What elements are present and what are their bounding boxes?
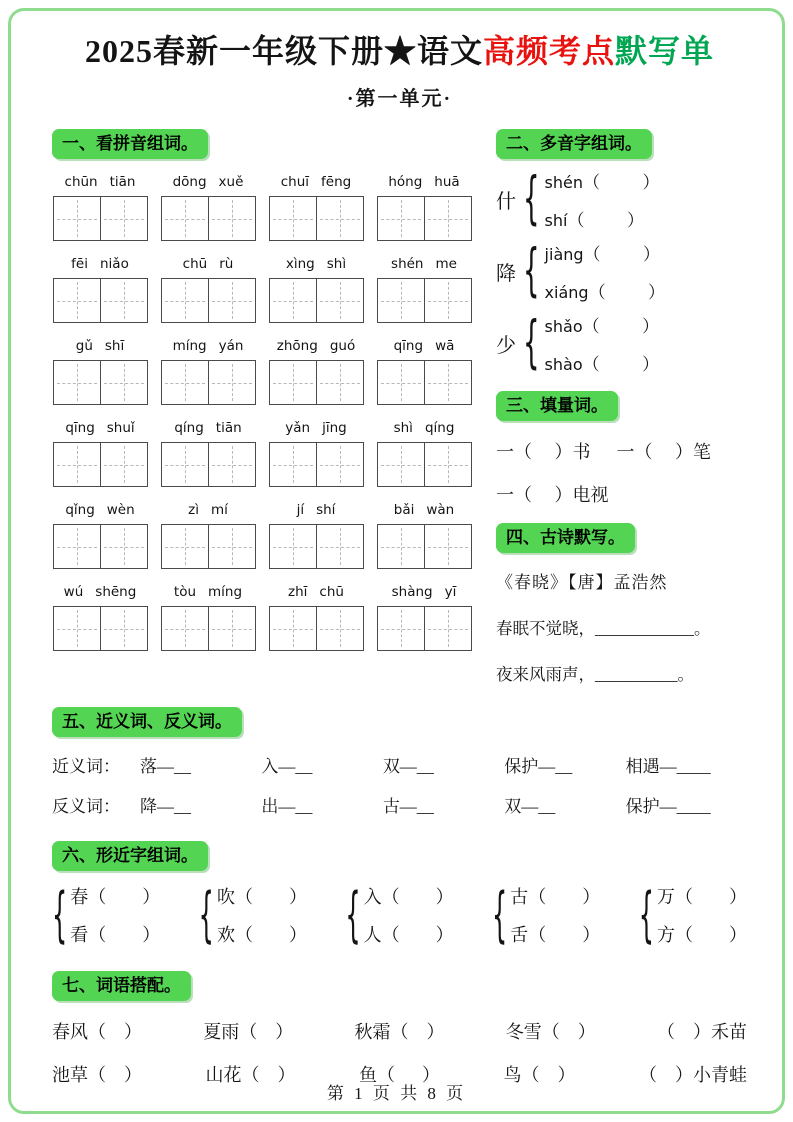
pinyin-grid-unit bbox=[376, 256, 472, 323]
left-brace: { bbox=[198, 880, 214, 950]
collocation-item: 鱼（ ） bbox=[359, 1065, 440, 1085]
pinyin-syllable: zhī bbox=[288, 584, 308, 600]
word-blank-item: 落—__ bbox=[140, 757, 191, 776]
pinyin-syllable: yán bbox=[218, 338, 244, 354]
writing-grid bbox=[269, 606, 364, 651]
pinyin-pair bbox=[64, 584, 137, 600]
pinyin-syllable: wàn bbox=[426, 502, 455, 518]
similar-char-group bbox=[52, 880, 161, 950]
pinyin-syllable: chūn bbox=[64, 174, 98, 190]
answer-blank: （ ） bbox=[582, 317, 660, 336]
polyphone-reading bbox=[545, 312, 660, 337]
word-blank-item: 双—__ bbox=[382, 757, 434, 776]
word-blank-item: 古—__ bbox=[382, 797, 434, 816]
word-blank-item: 保护—____ bbox=[625, 797, 711, 816]
pinyin-syllable: qíng bbox=[174, 420, 204, 436]
left-column bbox=[52, 129, 480, 685]
writing-grid bbox=[269, 360, 364, 405]
grid-cell bbox=[53, 524, 101, 569]
pinyin-grid-unit bbox=[268, 420, 364, 487]
pinyin-syllable: chuī bbox=[280, 174, 310, 190]
pinyin-syllable: fēng bbox=[321, 174, 352, 190]
word-blank-item: 降—__ bbox=[140, 797, 191, 816]
pinyin-grid-unit bbox=[160, 584, 256, 651]
similar-char-lines bbox=[364, 883, 454, 947]
page-number: 第 1 页 共 8 页 bbox=[326, 1084, 467, 1103]
polyphone-reading bbox=[545, 278, 666, 303]
pinyin-pair bbox=[281, 174, 351, 190]
pinyin-pair bbox=[277, 338, 355, 354]
pinyin-grid-unit bbox=[160, 420, 256, 487]
pinyin-pair bbox=[286, 256, 346, 272]
answer-blank: （ ） bbox=[583, 173, 660, 192]
answer-blank: （ ） bbox=[588, 283, 666, 302]
answer-blank: （ ） bbox=[583, 245, 661, 264]
reading-pinyin: shí bbox=[544, 211, 568, 230]
measure-word-line bbox=[496, 481, 747, 507]
measure-word-item: 一（ ）电视 bbox=[496, 485, 609, 505]
pinyin-pair bbox=[174, 584, 242, 600]
pinyin-syllable: shàng bbox=[391, 584, 433, 600]
title-red-part: 高频考点 bbox=[482, 33, 615, 69]
reading-pinyin: shǎo bbox=[544, 317, 583, 336]
polyphone-readings bbox=[545, 312, 660, 375]
pinyin-pair bbox=[65, 420, 134, 436]
pinyin-grid-unit bbox=[268, 174, 364, 241]
pinyin-grid-unit bbox=[268, 338, 364, 405]
polyphone-character: 降 bbox=[496, 263, 516, 285]
writing-grid bbox=[377, 196, 472, 241]
left-brace: { bbox=[523, 238, 540, 305]
pinyin-pair bbox=[65, 502, 134, 518]
writing-grid bbox=[53, 278, 148, 323]
section-3-heading: 三、填量词。 bbox=[496, 391, 618, 421]
polyphone-character: 什 bbox=[496, 191, 516, 213]
reading-pinyin: xiáng bbox=[544, 283, 589, 302]
pinyin-pair bbox=[188, 502, 228, 518]
section-4-heading: 四、古诗默写。 bbox=[496, 523, 635, 553]
pinyin-pair bbox=[76, 338, 124, 354]
char-blank-item: 古（ ） bbox=[510, 887, 601, 907]
pinyin-grid-row bbox=[52, 174, 480, 241]
grid-cell bbox=[424, 442, 472, 487]
pinyin-syllable: chū bbox=[319, 584, 344, 600]
pinyin-syllable: tòu bbox=[173, 584, 197, 600]
grid-cell bbox=[377, 278, 425, 323]
similar-char-group bbox=[198, 880, 307, 950]
section-1-heading: 一、看拼音组词。 bbox=[52, 129, 208, 159]
polyphone-reading bbox=[545, 240, 666, 265]
grid-cell bbox=[53, 442, 101, 487]
row-label: 反义词： bbox=[52, 797, 120, 816]
main-columns bbox=[52, 129, 747, 685]
writing-grid bbox=[161, 442, 256, 487]
similar-char-row bbox=[52, 880, 747, 950]
pinyin-pair bbox=[65, 174, 136, 190]
collocation-item: 夏雨（ ） bbox=[203, 1022, 294, 1042]
grid-cell bbox=[316, 442, 364, 487]
writing-grid bbox=[377, 360, 472, 405]
grid-cell bbox=[208, 606, 256, 651]
pinyin-grid-unit bbox=[52, 338, 148, 405]
pinyin-pair bbox=[285, 420, 346, 436]
char-blank-item: 万（ ） bbox=[656, 887, 747, 907]
pinyin-syllable: wā bbox=[435, 338, 455, 354]
collocation-item: 冬雪（ ） bbox=[505, 1022, 596, 1042]
grid-cell bbox=[100, 606, 148, 651]
left-brace: { bbox=[52, 880, 68, 950]
section-4 bbox=[496, 523, 747, 685]
collocation-row bbox=[52, 1018, 747, 1044]
pinyin-pair bbox=[71, 256, 129, 272]
section-7-heading: 七、词语搭配。 bbox=[52, 971, 191, 1001]
grid-cell bbox=[161, 196, 209, 241]
pinyin-pair bbox=[394, 338, 455, 354]
pinyin-syllable: me bbox=[435, 256, 457, 272]
pinyin-pair bbox=[173, 338, 244, 354]
word-blank-item: 出—__ bbox=[261, 797, 313, 816]
grid-cell bbox=[53, 196, 101, 241]
grid-cell bbox=[424, 196, 472, 241]
pinyin-pair bbox=[297, 502, 336, 518]
grid-cell bbox=[53, 606, 101, 651]
collocation-item: （ ）小青蛙 bbox=[639, 1065, 747, 1085]
title-green-part: 默写单 bbox=[615, 33, 715, 69]
pinyin-grid-unit bbox=[160, 502, 256, 569]
collocation-item: 山花（ ） bbox=[205, 1065, 296, 1085]
pinyin-grid-unit bbox=[376, 420, 472, 487]
collocation-item: 池草（ ） bbox=[52, 1065, 142, 1085]
char-blank-item: 春（ ） bbox=[70, 887, 161, 907]
section-7 bbox=[52, 971, 747, 1087]
pinyin-pair bbox=[173, 174, 244, 190]
section-3 bbox=[496, 391, 747, 507]
grid-cell bbox=[424, 360, 472, 405]
similar-char-lines bbox=[657, 883, 747, 947]
pinyin-pair bbox=[288, 584, 344, 600]
title-black-part: 2025春新一年级下册★语文 bbox=[84, 33, 483, 69]
pinyin-syllable: mí bbox=[210, 502, 228, 518]
reading-pinyin: shén bbox=[544, 173, 584, 192]
pinyin-pair bbox=[388, 174, 459, 190]
grid-cell bbox=[424, 278, 472, 323]
word-blank-item: 双—__ bbox=[504, 797, 556, 816]
pinyin-syllable: yǎn bbox=[285, 420, 311, 436]
writing-grid bbox=[269, 442, 364, 487]
pinyin-grid-unit bbox=[376, 584, 472, 651]
measure-word-item: 一（ ）笔 bbox=[616, 442, 711, 462]
pinyin-syllable: shén bbox=[391, 256, 424, 272]
grid-cell bbox=[161, 524, 209, 569]
writing-grid bbox=[161, 606, 256, 651]
synonym-row bbox=[52, 752, 747, 777]
pinyin-syllable: shì bbox=[326, 256, 347, 272]
section-6-heading: 六、形近字组词。 bbox=[52, 841, 208, 871]
pinyin-grid-row bbox=[52, 584, 480, 651]
left-brace: { bbox=[345, 880, 361, 950]
similar-char-group bbox=[345, 880, 454, 950]
grid-cell bbox=[377, 606, 425, 651]
pinyin-syllable: xuě bbox=[218, 174, 244, 190]
reading-pinyin: shào bbox=[544, 355, 583, 374]
pinyin-syllable: jí bbox=[296, 502, 305, 518]
writing-grid bbox=[269, 278, 364, 323]
char-blank-item: 舌（ ） bbox=[510, 925, 601, 945]
pinyin-syllable: gǔ bbox=[75, 338, 93, 354]
grid-cell bbox=[269, 442, 317, 487]
pinyin-grid-unit bbox=[52, 256, 148, 323]
similar-char-lines bbox=[510, 883, 600, 947]
writing-grid bbox=[377, 278, 472, 323]
pinyin-syllable: tiān bbox=[109, 174, 136, 190]
answer-blank: （ ） bbox=[567, 211, 644, 230]
writing-grid bbox=[161, 360, 256, 405]
pinyin-grid-row bbox=[52, 338, 480, 405]
pinyin-grid-unit bbox=[268, 502, 364, 569]
grid-cell bbox=[269, 360, 317, 405]
pinyin-grid-row bbox=[52, 256, 480, 323]
unit-subtitle: ·第一单元· bbox=[346, 88, 453, 110]
antonym-row bbox=[52, 792, 747, 817]
left-brace: { bbox=[523, 310, 540, 377]
grid-cell bbox=[208, 196, 256, 241]
grid-cell bbox=[161, 442, 209, 487]
pinyin-syllable: míng bbox=[172, 338, 207, 354]
pinyin-syllable: qǐng bbox=[65, 502, 95, 518]
writing-grid bbox=[161, 196, 256, 241]
pinyin-grid-unit bbox=[52, 502, 148, 569]
char-blank-item: 人（ ） bbox=[363, 925, 454, 945]
writing-grid bbox=[269, 524, 364, 569]
reading-pinyin: jiàng bbox=[544, 245, 584, 264]
collocation-item: 秋霜（ ） bbox=[354, 1022, 445, 1042]
char-blank-item: 入（ ） bbox=[363, 887, 454, 907]
writing-grid bbox=[53, 524, 148, 569]
pinyin-syllable: shuǐ bbox=[106, 420, 135, 436]
grid-cell bbox=[269, 606, 317, 651]
pinyin-pair bbox=[391, 256, 457, 272]
polyphone-group bbox=[496, 168, 747, 231]
pinyin-syllable: dōng bbox=[172, 174, 207, 190]
grid-cell bbox=[269, 278, 317, 323]
section-2-heading: 二、多音字组词。 bbox=[496, 129, 652, 159]
left-brace: { bbox=[523, 166, 540, 233]
pinyin-syllable: qīng bbox=[393, 338, 424, 354]
answer-blank: （ ） bbox=[582, 355, 660, 374]
writing-grid bbox=[53, 196, 148, 241]
writing-grid bbox=[53, 360, 148, 405]
pinyin-grid-unit bbox=[160, 256, 256, 323]
pinyin-syllable: zì bbox=[188, 502, 199, 518]
pinyin-grid-unit bbox=[376, 502, 472, 569]
grid-cell bbox=[208, 360, 256, 405]
pinyin-syllable: hóng bbox=[388, 174, 423, 190]
pinyin-syllable: rù bbox=[219, 256, 234, 272]
grid-cell bbox=[377, 442, 425, 487]
grid-cell bbox=[100, 196, 148, 241]
pinyin-syllable: zhōng bbox=[276, 338, 318, 354]
writing-grid bbox=[377, 524, 472, 569]
grid-cell bbox=[161, 360, 209, 405]
grid-cell bbox=[316, 278, 364, 323]
grid-cell bbox=[100, 278, 148, 323]
grid-cell bbox=[316, 524, 364, 569]
pinyin-pair bbox=[174, 420, 241, 436]
pinyin-pair bbox=[394, 502, 454, 518]
pinyin-syllable: qíng bbox=[424, 420, 455, 436]
pinyin-grid-unit bbox=[376, 174, 472, 241]
pinyin-syllable: jīng bbox=[322, 420, 347, 436]
grid-cell bbox=[424, 606, 472, 651]
polyphone-readings bbox=[545, 168, 660, 231]
pinyin-syllable: shì bbox=[393, 420, 413, 436]
writing-grid bbox=[377, 442, 472, 487]
grid-cell bbox=[208, 278, 256, 323]
poem-title: 《春晓》【唐】孟浩然 bbox=[496, 573, 668, 592]
grid-cell bbox=[100, 360, 148, 405]
char-blank-item: 吹（ ） bbox=[216, 887, 307, 907]
pinyin-syllable: wèn bbox=[106, 502, 135, 518]
grid-cell bbox=[269, 524, 317, 569]
polyphone-reading bbox=[545, 168, 660, 193]
poem-line: 春眠不觉晓，____________。 bbox=[496, 619, 711, 638]
grid-cell bbox=[100, 524, 148, 569]
pinyin-syllable: guó bbox=[329, 338, 356, 354]
word-blank-item: 入—__ bbox=[261, 757, 313, 776]
grid-cell bbox=[316, 360, 364, 405]
collocation-item: （ ）禾苗 bbox=[657, 1022, 747, 1042]
pinyin-pair bbox=[394, 420, 455, 436]
pinyin-syllable: huā bbox=[434, 174, 460, 190]
grid-cell bbox=[377, 196, 425, 241]
pinyin-grid-unit bbox=[268, 256, 364, 323]
grid-cell bbox=[53, 360, 101, 405]
grid-cell bbox=[53, 278, 101, 323]
polyphone-character: 少 bbox=[496, 335, 516, 357]
similar-char-lines bbox=[217, 883, 307, 947]
left-brace: { bbox=[638, 880, 654, 950]
grid-cell bbox=[424, 524, 472, 569]
word-blank-item: 保护—__ bbox=[504, 757, 573, 776]
pinyin-grid-unit bbox=[52, 584, 148, 651]
writing-grid bbox=[161, 278, 256, 323]
polyphone-reading bbox=[545, 350, 660, 375]
pinyin-syllable: yī bbox=[444, 584, 457, 600]
pinyin-syllable: bǎi bbox=[393, 502, 415, 518]
pinyin-syllable: xìng bbox=[285, 256, 315, 272]
writing-grid bbox=[161, 524, 256, 569]
grid-cell bbox=[377, 524, 425, 569]
row-label: 近义词： bbox=[52, 757, 120, 776]
pinyin-grid-row bbox=[52, 420, 480, 487]
pinyin-syllable: niǎo bbox=[99, 256, 129, 272]
grid-cell bbox=[208, 524, 256, 569]
grid-cell bbox=[161, 278, 209, 323]
similar-char-group bbox=[492, 880, 601, 950]
char-blank-item: 方（ ） bbox=[656, 925, 747, 945]
poem-line: 夜来风雨声，__________。 bbox=[496, 665, 694, 684]
pinyin-syllable: shēng bbox=[95, 584, 137, 600]
grid-cell bbox=[208, 442, 256, 487]
pinyin-grid-unit bbox=[160, 174, 256, 241]
grid-cell bbox=[377, 360, 425, 405]
measure-word-line bbox=[496, 438, 747, 464]
writing-grid bbox=[269, 196, 364, 241]
writing-grid bbox=[377, 606, 472, 651]
left-brace: { bbox=[492, 880, 508, 950]
pinyin-syllable: shí bbox=[316, 502, 336, 518]
collocation-item: 鸟（ ） bbox=[503, 1065, 576, 1085]
similar-char-lines bbox=[70, 883, 160, 947]
writing-grid bbox=[53, 442, 148, 487]
pinyin-grid-row bbox=[52, 502, 480, 569]
pinyin-grid-unit bbox=[52, 174, 148, 241]
pinyin-syllable: tiān bbox=[215, 420, 242, 436]
pinyin-syllable: qīng bbox=[65, 420, 95, 436]
grid-cell bbox=[100, 442, 148, 487]
grid-cell bbox=[161, 606, 209, 651]
right-column bbox=[480, 129, 747, 685]
grid-cell bbox=[316, 606, 364, 651]
char-blank-item: 看（ ） bbox=[70, 925, 161, 945]
polyphone-readings bbox=[545, 240, 666, 303]
similar-char-group bbox=[638, 880, 747, 950]
pinyin-grid-unit bbox=[52, 420, 148, 487]
section-5-heading: 五、近义词、反义词。 bbox=[52, 707, 242, 737]
section-6 bbox=[52, 841, 747, 950]
word-blank-item: 相遇—____ bbox=[625, 757, 711, 776]
grid-cell bbox=[269, 196, 317, 241]
pinyin-syllable: míng bbox=[208, 584, 243, 600]
pinyin-syllable: wú bbox=[63, 584, 84, 600]
pinyin-syllable: shī bbox=[104, 338, 125, 354]
measure-word-item: 一（ ）书 bbox=[496, 442, 591, 462]
pinyin-syllable: chū bbox=[182, 256, 208, 272]
section-5 bbox=[52, 707, 747, 817]
grid-cell bbox=[316, 196, 364, 241]
pinyin-pair bbox=[183, 256, 234, 272]
pinyin-syllable: fēi bbox=[71, 256, 88, 272]
polyphone-group bbox=[496, 240, 747, 303]
writing-grid bbox=[53, 606, 148, 651]
char-blank-item: 欢（ ） bbox=[216, 925, 307, 945]
pinyin-pair bbox=[392, 584, 457, 600]
pinyin-grid-unit bbox=[376, 338, 472, 405]
polyphone-group bbox=[496, 312, 747, 375]
collocation-item: 春风（ ） bbox=[52, 1022, 142, 1042]
page-title bbox=[52, 26, 747, 72]
pinyin-grid-unit bbox=[160, 338, 256, 405]
pinyin-grid-unit bbox=[268, 584, 364, 651]
polyphone-reading bbox=[545, 206, 660, 231]
